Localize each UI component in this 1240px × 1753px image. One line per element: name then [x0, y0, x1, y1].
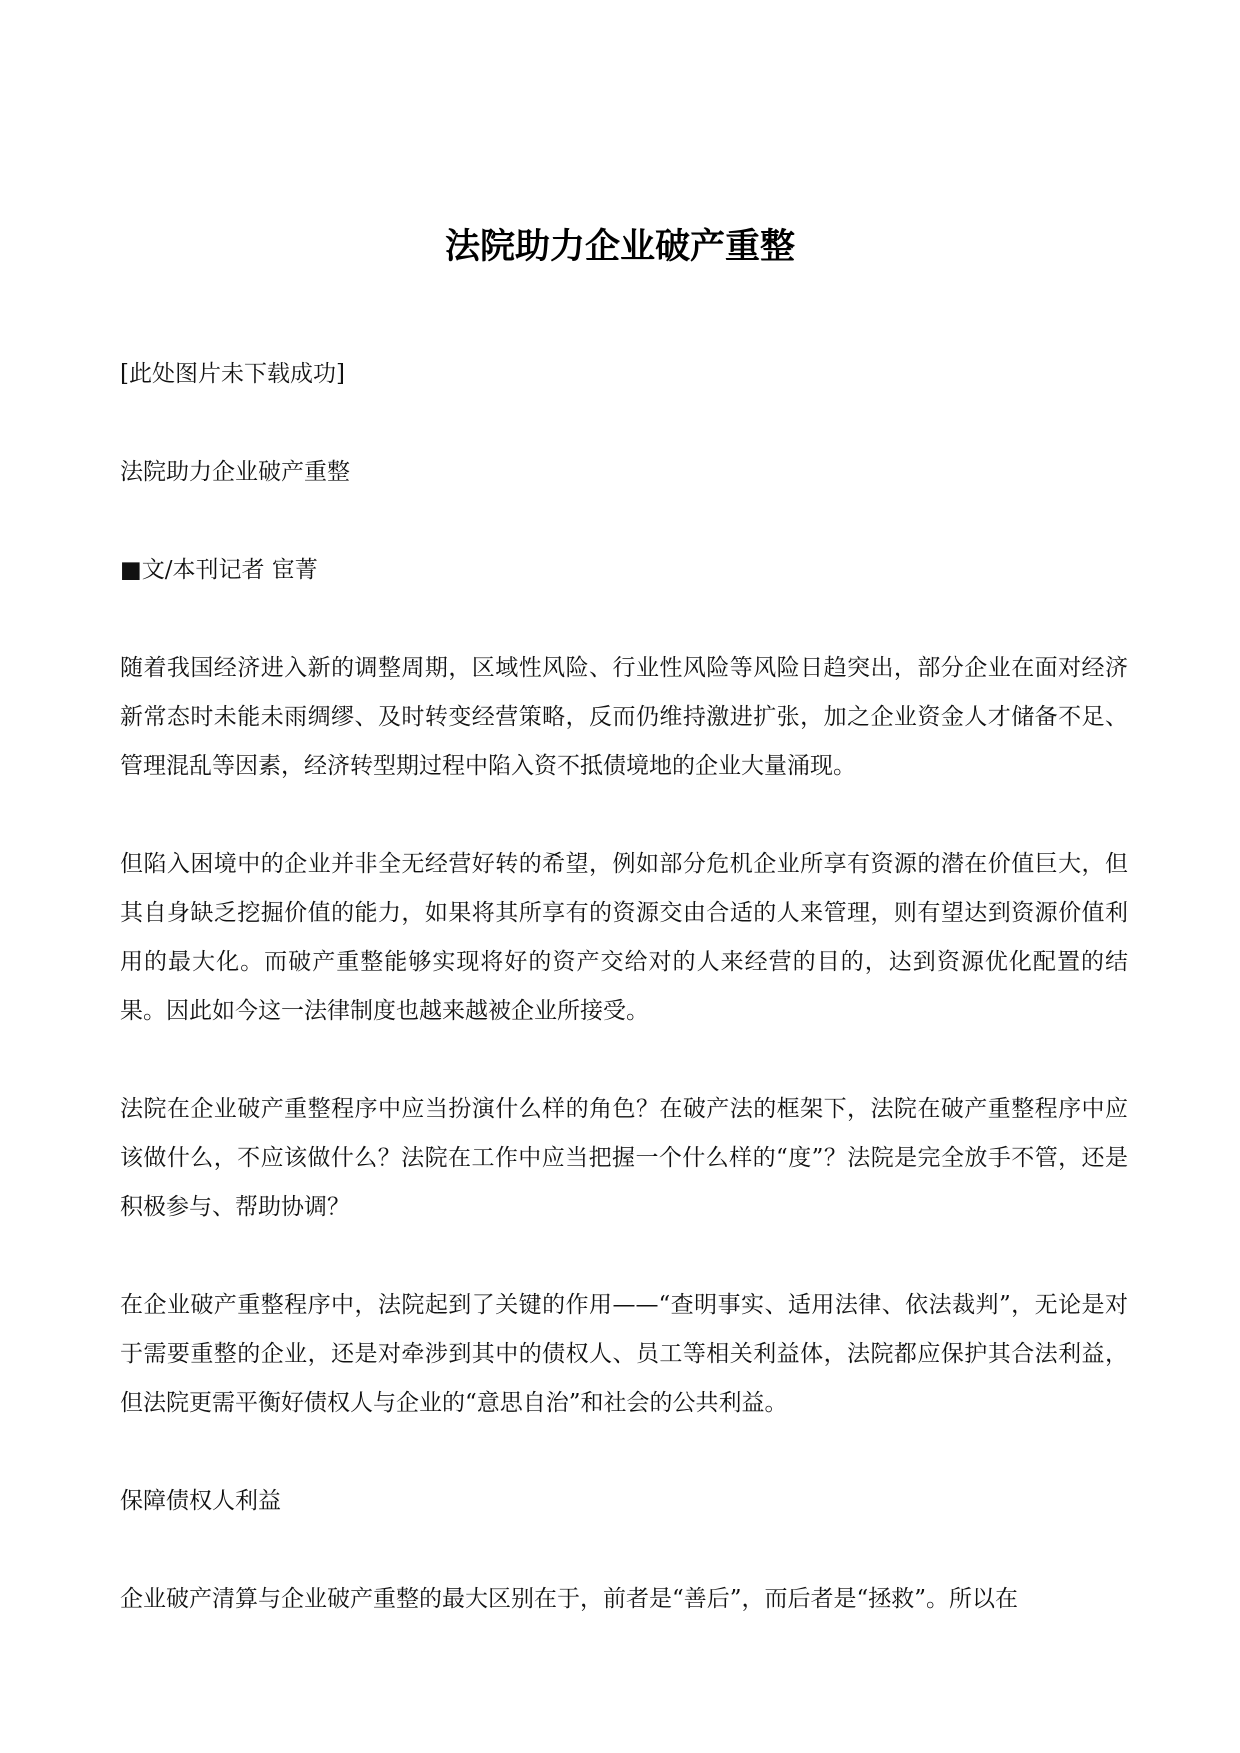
body-paragraph: 但陷入困境中的企业并非全无经营好转的希望，例如部分危机企业所享有资源的潜在价值巨大，但其自身缺乏挖掘价值的能力，如果将其所享有的资源交由合适的人来管理，则有望达到资源价值利用的最大化。而破产重整能够实现将好的资产交给对的人来经营的目的，达到资源优化配置的结果。因此如今这一法律制度也越来越被企业所接受。	[120, 851, 1128, 1024]
body-paragraph: 在企业破产重整程序中，法院起到了关键的作用——“查明事实、适用法律、依法裁判”，无论是对于需要重整的企业，还是对牵涉到其中的债权人、员工等相关利益体，法院都应保护其合法利益，但法院更需平衡好债权人与企业的“意思自治”和社会的公共利益。	[120, 1292, 1128, 1416]
body-paragraph: 企业破产清算与企业破产重整的最大区别在于，前者是“善后”，而后者是“拯救”。所以在	[120, 1586, 1019, 1612]
section-heading: 保障债权人利益	[120, 1488, 281, 1514]
body-paragraph: 法院在企业破产重整程序中应当扮演什么样的角色？在破产法的框架下，法院在破产重整程序中应该做什么，不应该做什么？法院在工作中应当把握一个什么样的“度”？法院是完全放手不管，还是积极参与、帮助协调？	[120, 1096, 1128, 1220]
document-title: 法院助力企业破产重整	[444, 226, 795, 267]
body-paragraph: 随着我国经济进入新的调整周期，区域性风险、行业性风险等风险日趋突出，部分企业在面对经济新常态时未能未雨绸缪、及时转变经营策略，反而仍维持激进扩张，加之企业资金人才储备不足、管理混乱等因素，经济转型期过程中陷入资不抵债境地的企业大量涌现。	[120, 655, 1128, 779]
image-placeholder-note: [此处图片未下载成功]	[120, 361, 345, 387]
document-body	[120, 350, 1128, 1673]
article-title-line: 法院助力企业破产重整	[120, 459, 350, 485]
byline: ■文/本刊记者 宦菁	[120, 557, 318, 583]
